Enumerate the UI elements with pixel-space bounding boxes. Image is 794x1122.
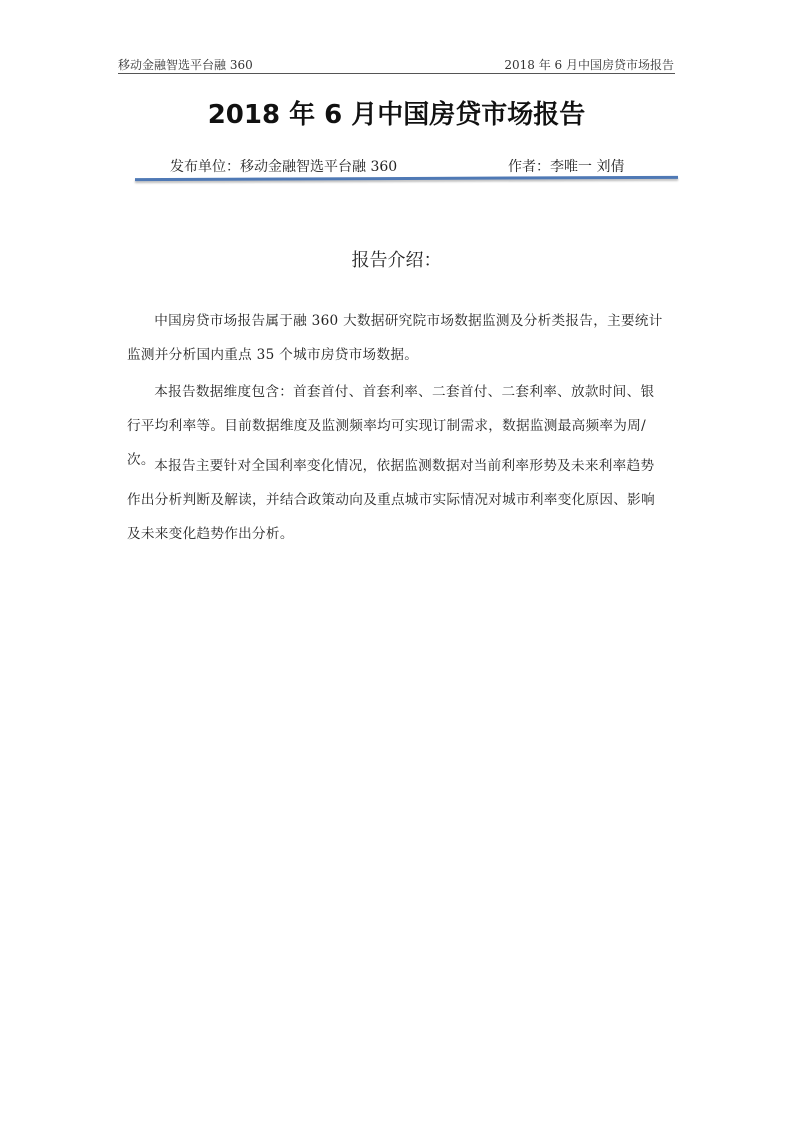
authors-text: 作者：李唯一 刘倩 [508,159,625,175]
title-divider [135,176,678,181]
header-left-text: 移动金融智选平台融 360 [118,58,253,72]
publisher-text: 发布单位：移动金融智选平台融 360 [170,159,398,175]
document-title: 2018 年 6 月中国房贷市场报告 [207,100,586,130]
section-heading: 报告介绍： [351,250,442,271]
intro-paragraph: 中国房贷市场报告属于融 360 大数据研究院市场数据监测及分析类报告，主要统计监测并分析国内重点 35 个城市房贷市场数据。 [127,312,663,363]
header-right-text: 2018 年 6 月中国房贷市场报告 [504,58,674,72]
intro-paragraph: 本报告主要针对全国利率变化情况，依据监测数据对当前利率形势及未来利率趋势作出分析判断及解读，并结合政策动向及重点城市实际情况对城市利率变化原因、影响及未来变化趋势作出分析。 [127,457,655,542]
intro-paragraph: 本报告数据维度包含：首套首付、首套利率、二套首付、二套利率、放款时间、银 行平均利率等。目前数据维度及监测频率均可实现订制需求，数据监测最高频率为周/ 次。 [127,383,655,468]
header-divider [118,73,675,74]
